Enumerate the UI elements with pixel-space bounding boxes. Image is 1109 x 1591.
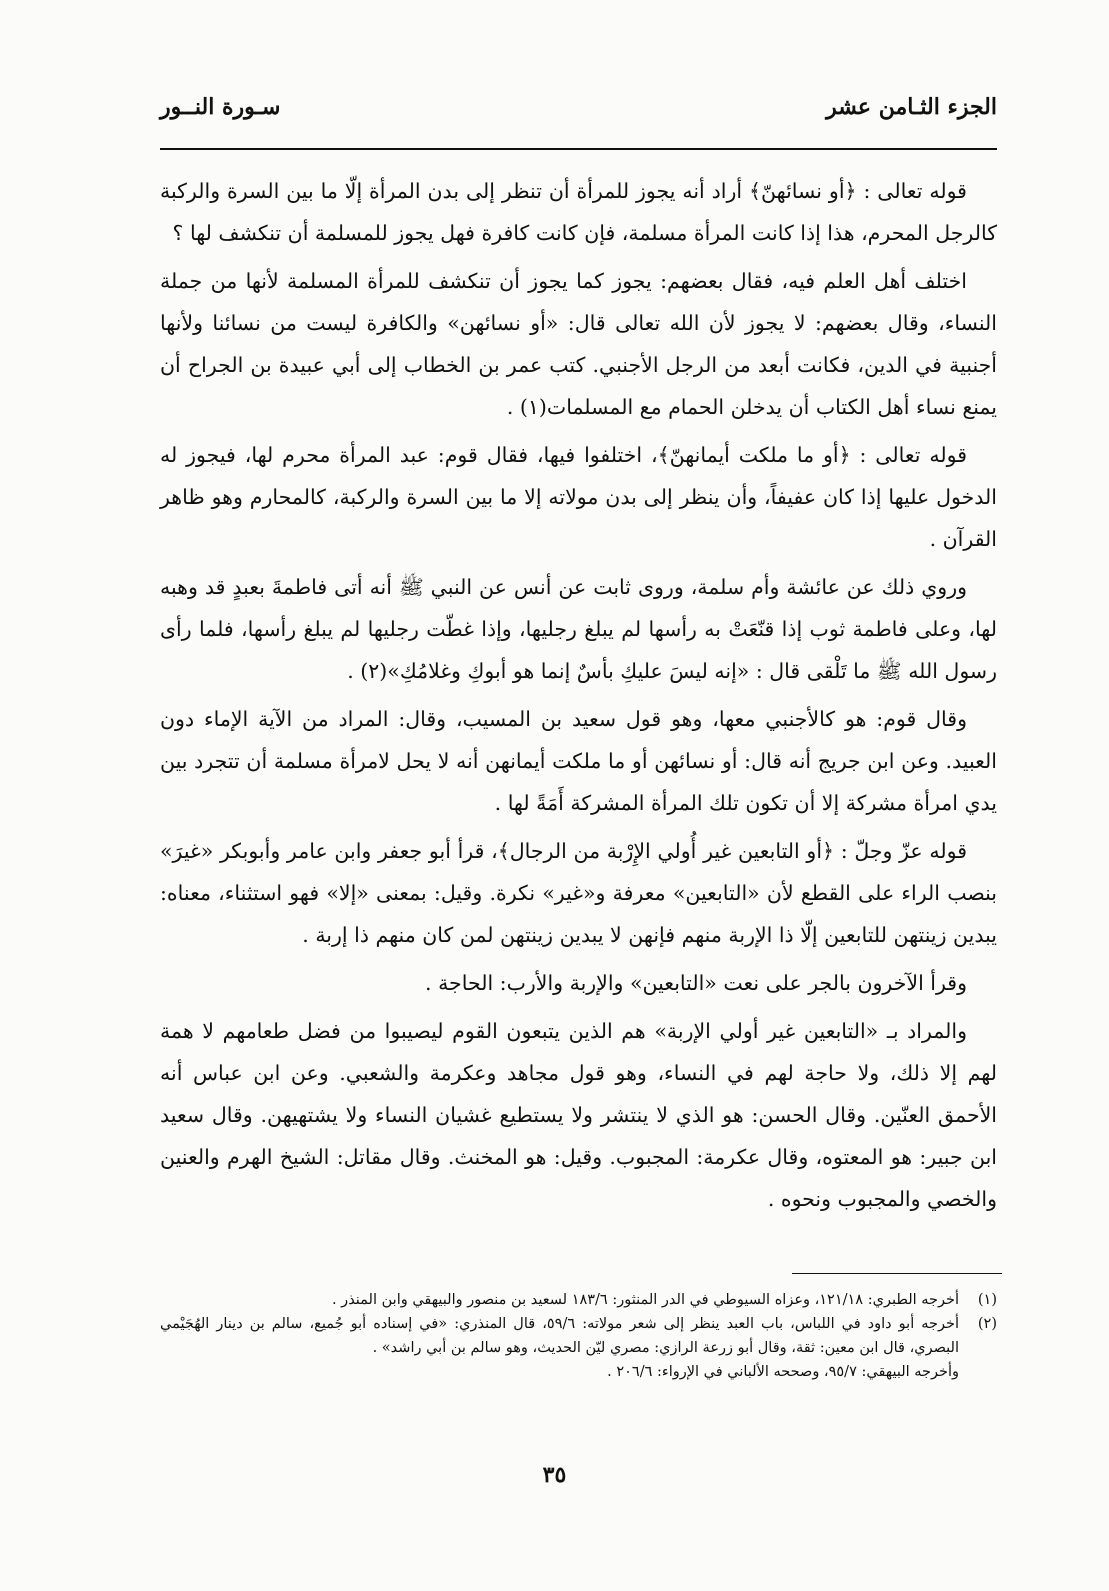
paragraph: قوله تعالى : ﴿أو نسائهنّ﴾ أراد أنه يجوز للمرأة أن تنظر إلى بدن المرأة إلّا ما بين السرة والركبة كالرجل المحرم، هذا إذا كانت المرأة مسلمة، فإن كانت كافرة فهل يجوز للمسلمة أن تنكشف لها ؟ (160, 179, 997, 245)
part-title: الجزء الثـامن عشر (826, 94, 997, 120)
footnote (160, 1288, 997, 1312)
paragraph: وقرأ الآخرون بالجر على نعت «التابعين» والإربة والأرب: الحاجة . (425, 971, 967, 995)
paragraph: والمراد بـ «التابعين غير أولي الإربة» هم الذين يتبعون القوم ليصيبوا من فضل طعامهم لا همة لهم إلا ذلك، ولا حاجة لهم في النساء، وهو قول مجاهد وعكرمة والشعبي. وعن ابن عباس أنه الأحمق العنّين. وقال الحسن: هو الذي لا ينتشر ولا يستطيع غشيان النساء ولا يشتهيهن. وقال سعيد ابن جبير: هو المعتوه، وقال عكرمة: المجبوب. وقيل: هو المخنث. وقال مقاتل: الشيخ الهرم والعنين والخصي والمجبوب ونحوه . (160, 1019, 997, 1211)
paragraph: اختلف أهل العلم فيه، فقال بعضهم: يجوز كما يجوز أن تنكشف للمرأة المسلمة لأنها من جملة النساء، وقال بعضهم: لا يجوز لأن الله تعالى قال: «أو نسائهن» والكافرة ليست من نسائنا ولأنها أجنبية في الدين، فكانت أبعد من الرجل الأجنبي. كتب عمر بن الخطاب إلى أبي عبيدة بن الجراح أن يمنع نساء أهل الكتاب أن يدخلن الحمام مع المسلمات(١) . (160, 269, 997, 419)
footnote-number: (٢) (977, 1316, 997, 1332)
main-text (160, 170, 997, 1226)
paragraph: قوله تعالى : ﴿أو ما ملكت أيمانهنّ﴾، اختلفوا فيها، فقال قوم: عبد المرأة محرم لها، فيجوز له الدخول عليها إذا كان عفيفاً، وأن ينظر إلى بدن مولاته إلا ما بين السرة والركبة، كالمحارم وهو ظاهر القرآن . (160, 443, 997, 551)
page-number: ٣٥ (542, 1462, 567, 1488)
footnote-continuation: وأخرجه البيهقي: ٩٥/٧، وصححه الألباني في الإرواء: ٢٠٦/٦ . (607, 1364, 959, 1380)
footnote-number: (١) (977, 1292, 997, 1308)
footnote (160, 1312, 997, 1360)
paragraph: وقال قوم: هو كالأجنبي معها، وهو قول سعيد بن المسيب، وقال: المراد من الآية الإماء دون العبيد. وعن ابن جريج أنه قال: أو نسائهن أو ما ملكت أيمانهن أنه لا يحل لامرأة مسلمة أن تتجرد بين يدي امرأة مشركة إلا أن تكون تلك المرأة المشركة أَمَةً لها . (160, 707, 997, 815)
running-header (160, 94, 997, 134)
footnote-rule (792, 1273, 1002, 1274)
surah-title: سـورة النــور (160, 94, 281, 120)
footnote-text: أخرجه أبو داود في اللباس، باب العبد ينظر إلى شعر مولاته: ٥٩/٦، قال المنذري: «في إسناده أبو جُميع، سالم بن دينار الهُجَيْمي البصري، قال ابن معين: ثقة، وقال أبو زرعة الرازي: مصري ليّن الحديث، وهو سالم بن أبي راشد» . (160, 1316, 959, 1356)
footnote-text: أخرجه الطبري: ١٢١/١٨، وعزاه السيوطي في الدر المنثور: ١٨٣/٦ لسعيد بن منصور والبيهقي وابن المنذر . (331, 1292, 959, 1308)
paragraph: قوله عزّ وجلّ : ﴿أو التابعين غير أُولي الإِرْبة من الرجال﴾، قرأ أبو جعفر وابن عامر وأبوبكر «غيرَ» بنصب الراء على القطع لأن «التابعين» معرفة و«غير» نكرة. وقيل: بمعنى «إلا» فهو استثناء، معناه: يبدين زينتهن للتابعين إلّا ذا الإربة منهم فإنهن لا يبدين زينتهن لمن كان منهم ذا إربة . (160, 839, 997, 947)
paragraph: وروي ذلك عن عائشة وأم سلمة، وروى ثابت عن أنس عن النبي ﷺ أنه أتى فاطمةَ بعبدٍ قد وهبه لها، وعلى فاطمة ثوب إذا قنّعَتْ به رأسها لم يبلغ رجليها، وإذا غطّت رجليها لم يبلغ رأسها، فلما رأى رسول الله ﷺ ما تَلْقى قال : «إنه ليسَ عليكِ بأسٌ إنما هو أبوكِ وغلامُكِ»(٢) . (160, 575, 997, 683)
header-rule (160, 148, 997, 150)
footnotes (160, 1288, 997, 1384)
